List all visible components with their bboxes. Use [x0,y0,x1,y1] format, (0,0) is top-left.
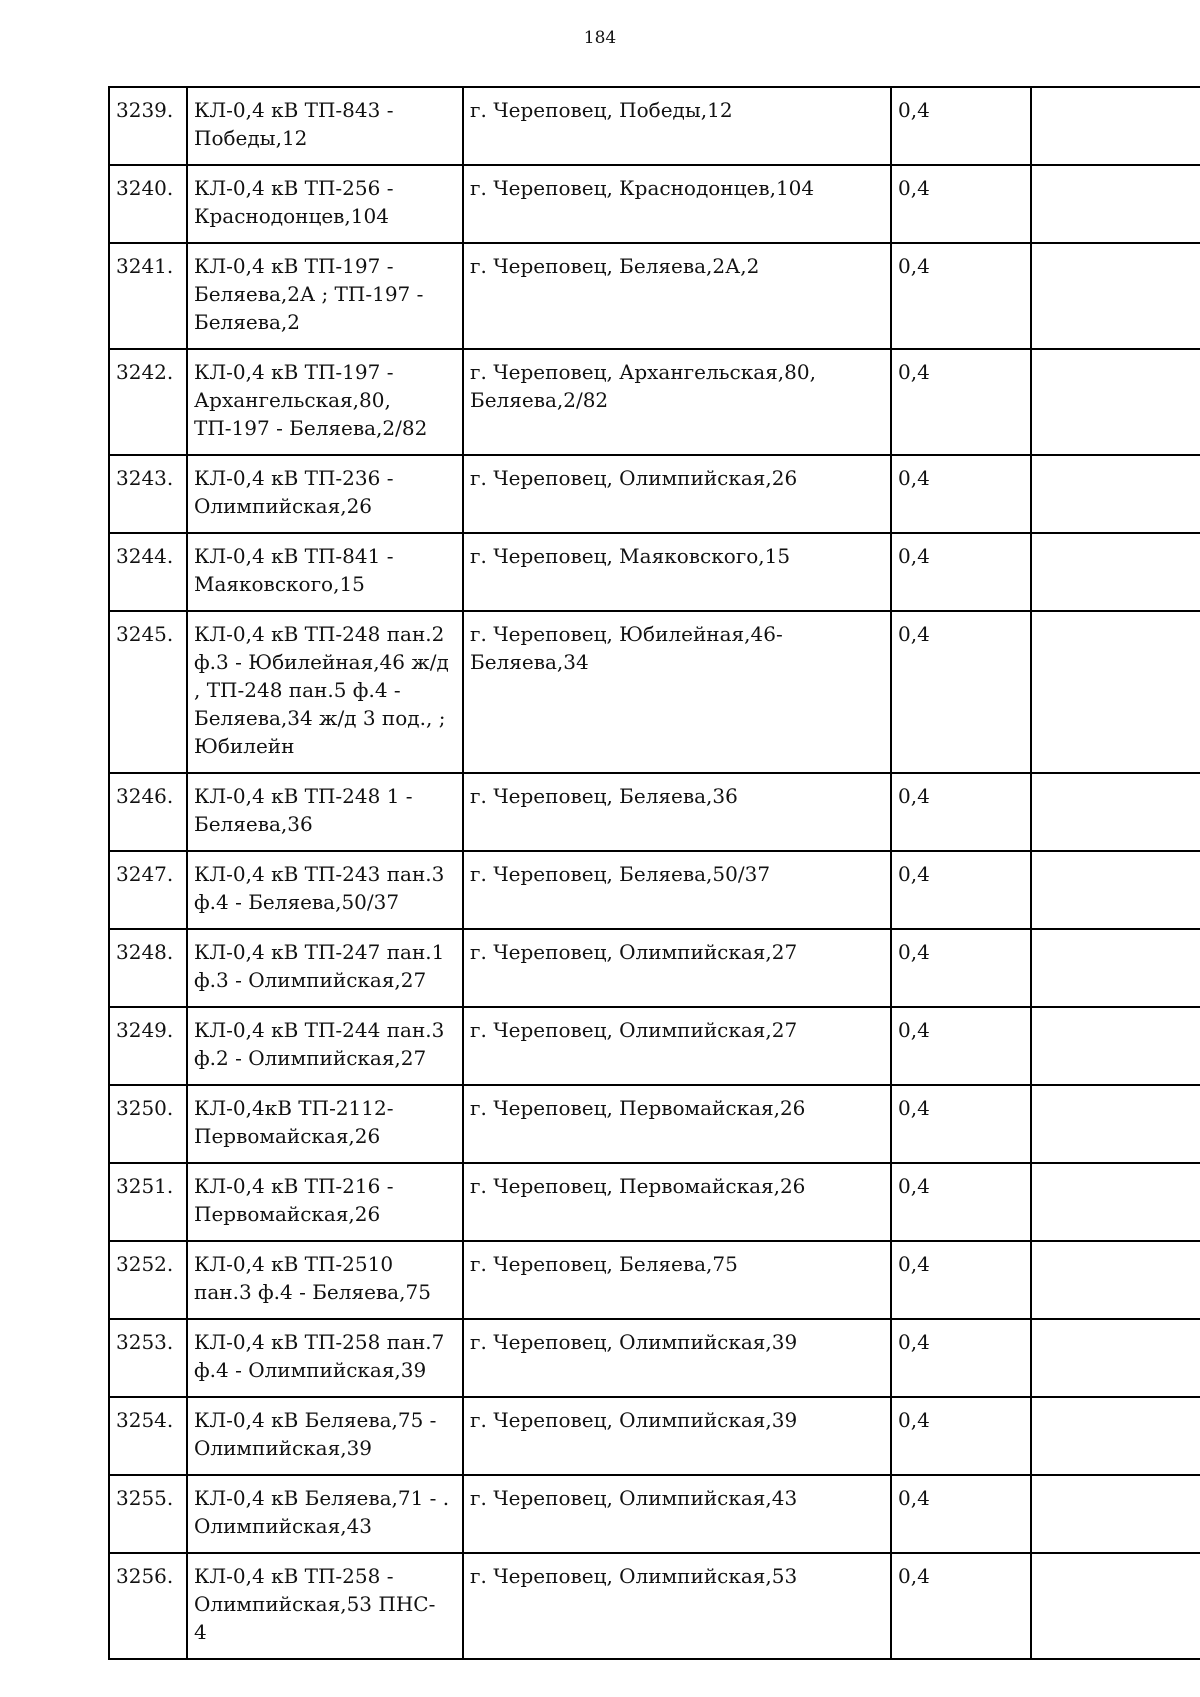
table-row [109,1241,1200,1319]
address-cell: г. Череповец, Беляева,36 [463,773,891,851]
table-row [109,87,1200,165]
line-name-cell: КЛ-0,4 кВ ТП-841 - Маяковского,15 [187,533,463,611]
extra-cell [1031,165,1200,243]
row-number: 3255. [109,1475,187,1553]
address-cell: г. Череповец, Олимпийская,26 [463,455,891,533]
line-name-cell: КЛ-0,4 кВ ТП-256 - Краснодонцев,104 [187,165,463,243]
line-name-cell: КЛ-0,4кВ ТП-2112- Первомайская,26 [187,1085,463,1163]
extra-cell [1031,851,1200,929]
extra-cell [1031,929,1200,1007]
row-number: 3244. [109,533,187,611]
table-row [109,1475,1200,1553]
row-number: 3256. [109,1553,187,1659]
row-number: 3245. [109,611,187,773]
extra-cell [1031,533,1200,611]
line-name-cell: КЛ-0,4 кВ ТП-248 пан.2 ф.3 - Юбилейная,46 ж/д , ТП-248 пан.5 ф.4 - Беляева,34 ж/д 3 под., ; Юбилейн [187,611,463,773]
row-number: 3249. [109,1007,187,1085]
line-name-cell: КЛ-0,4 кВ ТП-247 пан.1 ф.3 - Олимпийская,27 [187,929,463,1007]
table-row [109,1553,1200,1659]
address-cell: г. Череповец, Первомайская,26 [463,1085,891,1163]
address-cell: г. Череповец, Маяковского,15 [463,533,891,611]
row-number: 3254. [109,1397,187,1475]
voltage-cell: 0,4 [891,243,1031,349]
table-row [109,929,1200,1007]
voltage-cell: 0,4 [891,1241,1031,1319]
line-name-cell: КЛ-0,4 кВ ТП-843 - Победы,12 [187,87,463,165]
extra-cell [1031,349,1200,455]
voltage-cell: 0,4 [891,349,1031,455]
row-number: 3246. [109,773,187,851]
address-cell: г. Череповец, Юбилейная,46- Беляева,34 [463,611,891,773]
extra-cell [1031,455,1200,533]
extra-cell [1031,1319,1200,1397]
extra-cell [1031,87,1200,165]
row-number: 3252. [109,1241,187,1319]
table-row [109,1085,1200,1163]
line-name-cell: КЛ-0,4 кВ ТП-243 пан.3 ф.4 - Беляева,50/37 [187,851,463,929]
table-row [109,1163,1200,1241]
table-row [109,349,1200,455]
row-number: 3241. [109,243,187,349]
voltage-cell: 0,4 [891,851,1031,929]
line-name-cell: КЛ-0,4 кВ ТП-197 - Беляева,2А ; ТП-197 - Беляева,2 [187,243,463,349]
row-number: 3248. [109,929,187,1007]
address-cell: г. Череповец, Беляева,2А,2 [463,243,891,349]
address-cell: г. Череповец, Краснодонцев,104 [463,165,891,243]
voltage-cell: 0,4 [891,455,1031,533]
voltage-cell: 0,4 [891,533,1031,611]
voltage-cell: 0,4 [891,1397,1031,1475]
table-row [109,533,1200,611]
voltage-cell: 0,4 [891,1085,1031,1163]
row-number: 3251. [109,1163,187,1241]
row-number: 3239. [109,87,187,165]
extra-cell [1031,1397,1200,1475]
voltage-cell: 0,4 [891,165,1031,243]
table-row [109,455,1200,533]
line-name-cell: КЛ-0,4 кВ ТП-216 - Первомайская,26 [187,1163,463,1241]
page-number: 184 [583,28,617,48]
registry-table-body [109,87,1200,1659]
voltage-cell: 0,4 [891,1319,1031,1397]
extra-cell [1031,1241,1200,1319]
extra-cell [1031,1163,1200,1241]
voltage-cell: 0,4 [891,1007,1031,1085]
table-row [109,165,1200,243]
voltage-cell: 0,4 [891,1475,1031,1553]
row-number: 3240. [109,165,187,243]
address-cell: г. Череповец, Олимпийская,39 [463,1319,891,1397]
table-row [109,243,1200,349]
address-cell: г. Череповец, Олимпийская,53 [463,1553,891,1659]
line-name-cell: КЛ-0,4 кВ ТП-258 - Олимпийская,53 ПНС- 4 [187,1553,463,1659]
address-cell: г. Череповец, Олимпийская,27 [463,1007,891,1085]
address-cell: г. Череповец, Победы,12 [463,87,891,165]
extra-cell [1031,243,1200,349]
line-name-cell: КЛ-0,4 кВ ТП-2510 пан.3 ф.4 - Беляева,75 [187,1241,463,1319]
voltage-cell: 0,4 [891,773,1031,851]
table-row [109,773,1200,851]
line-name-cell: КЛ-0,4 кВ ТП-258 пан.7 ф.4 - Олимпийская,39 [187,1319,463,1397]
row-number: 3253. [109,1319,187,1397]
line-name-cell: КЛ-0,4 кВ ТП-244 пан.3 ф.2 - Олимпийская,27 [187,1007,463,1085]
line-name-cell: КЛ-0,4 кВ Беляева,71 - . Олимпийская,43 [187,1475,463,1553]
row-number: 3242. [109,349,187,455]
extra-cell [1031,1085,1200,1163]
address-cell: г. Череповец, Олимпийская,39 [463,1397,891,1475]
line-name-cell: КЛ-0,4 кВ ТП-236 - Олимпийская,26 [187,455,463,533]
voltage-cell: 0,4 [891,1553,1031,1659]
address-cell: г. Череповец, Олимпийская,27 [463,929,891,1007]
extra-cell [1031,1553,1200,1659]
voltage-cell: 0,4 [891,1163,1031,1241]
table-row [109,611,1200,773]
row-number: 3250. [109,1085,187,1163]
table-row [109,1319,1200,1397]
line-name-cell: КЛ-0,4 кВ Беляева,75 - Олимпийская,39 [187,1397,463,1475]
extra-cell [1031,611,1200,773]
extra-cell [1031,1475,1200,1553]
address-cell: г. Череповец, Первомайская,26 [463,1163,891,1241]
voltage-cell: 0,4 [891,929,1031,1007]
voltage-cell: 0,4 [891,611,1031,773]
table-row [109,1397,1200,1475]
row-number: 3247. [109,851,187,929]
extra-cell [1031,1007,1200,1085]
address-cell: г. Череповец, Олимпийская,43 [463,1475,891,1553]
address-cell: г. Череповец, Архангельская,80, Беляева,2/82 [463,349,891,455]
table-row [109,1007,1200,1085]
row-number: 3243. [109,455,187,533]
address-cell: г. Череповец, Беляева,75 [463,1241,891,1319]
line-name-cell: КЛ-0,4 кВ ТП-197 - Архангельская,80, ТП-197 - Беляева,2/82 [187,349,463,455]
voltage-cell: 0,4 [891,87,1031,165]
address-cell: г. Череповец, Беляева,50/37 [463,851,891,929]
extra-cell [1031,773,1200,851]
line-name-cell: КЛ-0,4 кВ ТП-248 1 - Беляева,36 [187,773,463,851]
registry-table [108,86,1200,1660]
table-row [109,851,1200,929]
